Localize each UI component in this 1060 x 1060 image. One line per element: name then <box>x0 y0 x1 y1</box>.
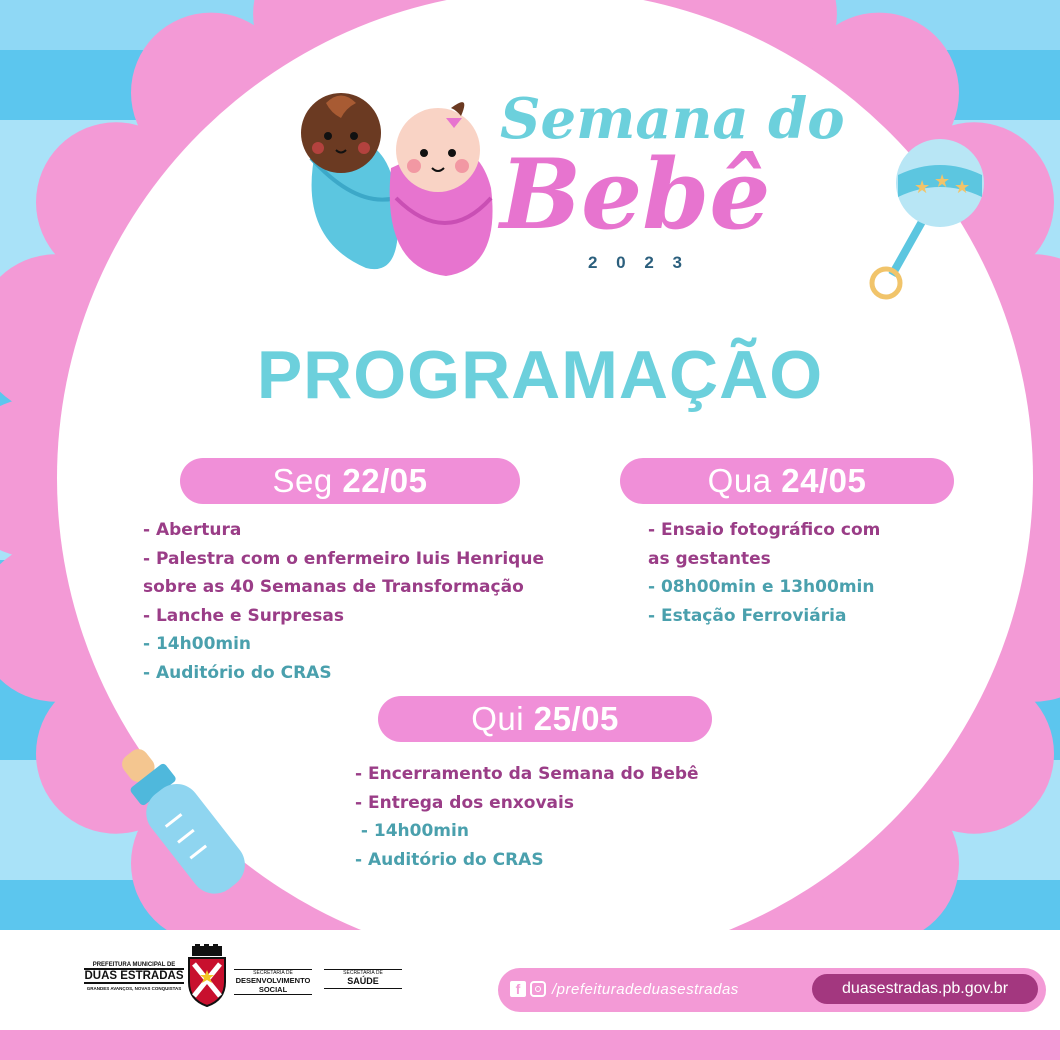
day-prefix: Qua <box>707 462 782 499</box>
website-link[interactable]: duasestradas.pb.gov.br <box>841 980 1009 997</box>
prefeitura-small-text: PREFEITURA MUNICIPAL DE <box>92 962 176 968</box>
prefeitura-logo <box>84 962 184 991</box>
sec1-name-b: SOCIAL <box>258 985 288 994</box>
list-item: as gestantes <box>648 548 771 569</box>
list-item: - Abertura <box>143 520 242 540</box>
day-date: 24/05 <box>781 462 867 499</box>
list-item: sobre as 40 Semanas de Transformação <box>143 577 524 597</box>
rattle-icon <box>862 135 992 305</box>
list-item: - Ensaio fotográfico com <box>648 520 881 540</box>
instagram-icon[interactable] <box>530 981 546 997</box>
list-item: - Estação Ferroviária <box>648 605 847 626</box>
day-header-qui <box>378 696 712 742</box>
coat-of-arms-icon <box>186 944 228 1008</box>
prefeitura-slogan: GRANDES AVANÇOS, NOVAS CONQUISTAS <box>86 986 182 991</box>
day-prefix: Qui <box>471 700 534 737</box>
sec2-small: SECRETARIA DE <box>343 970 383 976</box>
list-item: - Encerramento da Semana do Bebê <box>355 764 699 784</box>
sec2-name: SAÚDE <box>347 976 379 986</box>
svg-text:★: ★ <box>914 177 931 198</box>
secretaria-desenvolvimento-logo <box>234 969 312 995</box>
programacao-heading: PROGRAMAÇÃO <box>256 337 824 413</box>
sec1-name-a: DESENVOLVIMENTO <box>235 976 311 985</box>
title-line-1: Semana do <box>500 86 845 152</box>
day-date: 22/05 <box>342 462 428 499</box>
list-item: - Palestra com o enfermeiro Iuis Henrique <box>143 548 544 569</box>
social-row <box>510 978 739 1000</box>
year: 2 0 2 3 <box>588 253 689 272</box>
list-item: - Lanche e Surpresas <box>143 605 344 626</box>
day-items-seg <box>143 516 544 687</box>
title-line-2: Bebê <box>500 138 771 251</box>
baby-bottle-icon <box>92 720 282 900</box>
day-items-qua <box>648 516 880 630</box>
sec1-small: SECRETARIA DE <box>253 970 293 976</box>
list-item: - Auditório do CRAS <box>355 849 544 870</box>
footer-bottom-edge <box>0 1030 1060 1060</box>
svg-text:★: ★ <box>954 177 971 198</box>
day-header-qua <box>620 458 954 504</box>
day-date: 25/05 <box>533 700 619 737</box>
svg-text:★: ★ <box>934 171 951 192</box>
facebook-icon[interactable]: f <box>510 981 526 997</box>
secretaria-saude-logo <box>324 969 402 989</box>
social-handle[interactable]: /prefeituradeduasestradas <box>552 980 739 998</box>
day-header-seg <box>180 458 520 504</box>
prefeitura-name: DUAS ESTRADAS <box>84 970 184 982</box>
list-item: - 08h00min e 13h00min <box>648 577 875 597</box>
day-prefix: Seg <box>272 462 343 499</box>
list-item: - 14h00min <box>355 821 469 841</box>
day-items-qui <box>355 760 699 874</box>
list-item: - Entrega dos enxovais <box>355 792 574 813</box>
babies-icon <box>296 88 508 284</box>
list-item: - 14h00min <box>143 634 252 654</box>
list-item: - Auditório do CRAS <box>143 662 332 683</box>
